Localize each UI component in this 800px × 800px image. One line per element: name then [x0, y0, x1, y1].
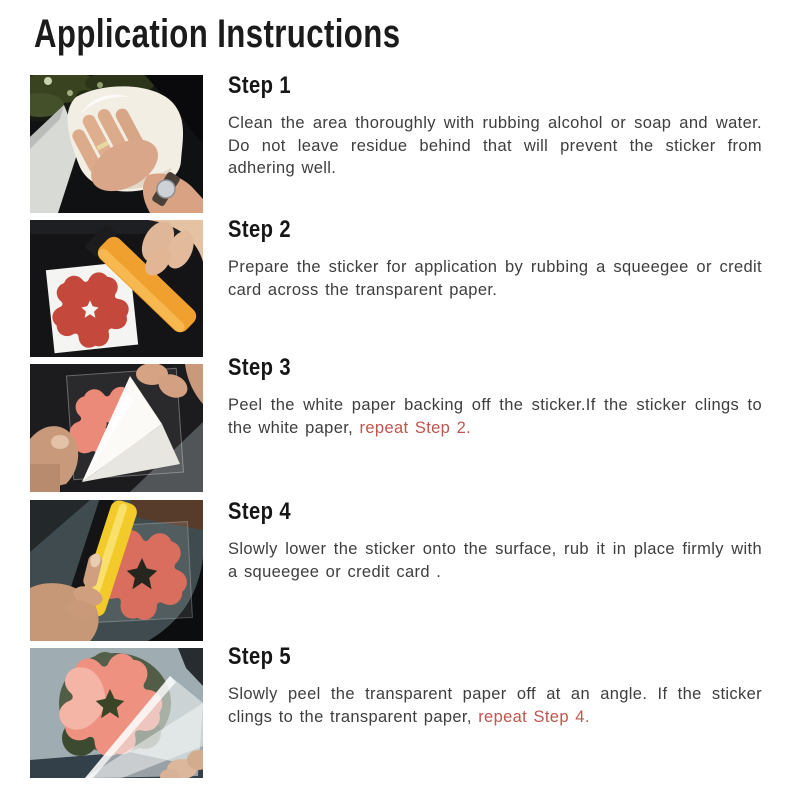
step-4-section [228, 498, 762, 583]
step-3-heading: Step 3 [228, 354, 292, 381]
step-4-photo-apply-sticker [30, 500, 203, 641]
step-2-heading: Step 2 [228, 216, 292, 243]
page-title: Application Instructions [34, 12, 401, 56]
step-2-photo-prepare-sticker [30, 220, 203, 357]
step-4-body: Slowly lower the sticker onto the surface, rub it in place firmly with a squeegee or credit card . [228, 540, 762, 581]
step-3-photo-peel-backing [30, 364, 203, 492]
step-5-photo-peel-transfer-paper [30, 648, 203, 778]
step-1-heading: Step 1 [228, 72, 292, 99]
step-3-body: Peel the white paper backing off the sticker.If the sticker clings to the white paper, repeat Step 2. [228, 396, 762, 437]
step-3-highlight: repeat Step 2. [359, 418, 472, 437]
step-1-section [228, 72, 762, 180]
step-5-highlight: repeat Step 4. [478, 707, 590, 726]
step-5-section [228, 643, 762, 728]
step-2-body: Prepare the sticker for application by rubbing a squeegee or credit card across the transparent paper. [228, 258, 762, 299]
step-1-body: Clean the area thoroughly with rubbing alcohol or soap and water. Do not leave residue behind that will prevent the sticker from adhering well. [228, 114, 762, 177]
step-3-section [228, 354, 762, 439]
step-5-body: Slowly peel the transparent paper off at an angle. If the sticker clings to the transparent paper, repeat Step 4. [228, 685, 762, 726]
step-2-section [228, 216, 762, 301]
step-1-photo-clean-surface [30, 75, 203, 213]
step-4-heading: Step 4 [228, 498, 292, 525]
step-5-heading: Step 5 [228, 643, 292, 670]
